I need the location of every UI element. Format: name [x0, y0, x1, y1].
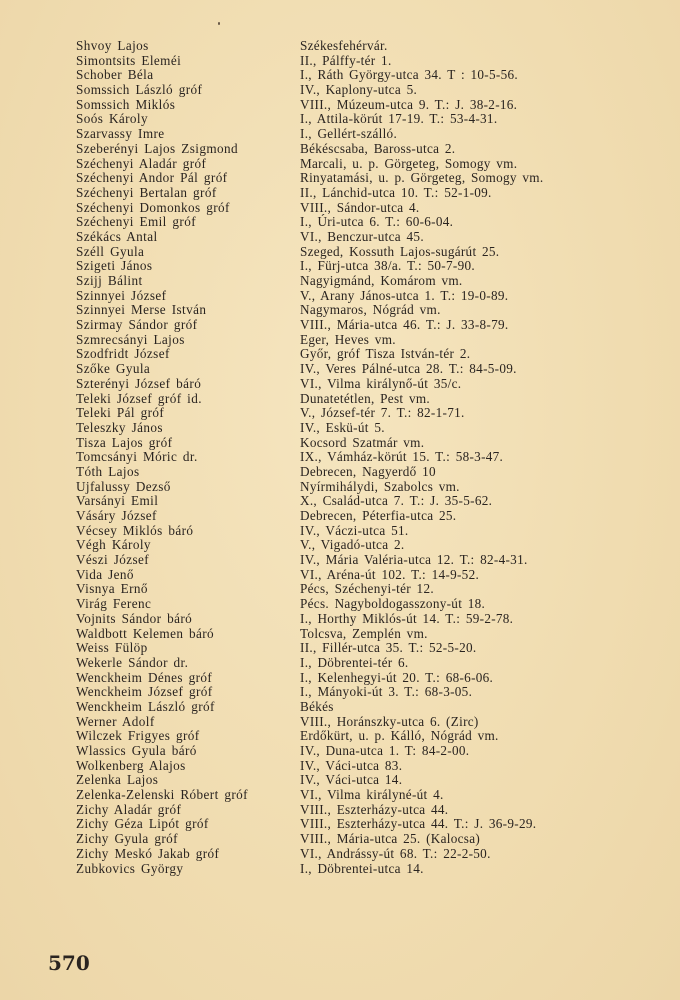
directory-entry	[0, 553, 680, 568]
entry-name: Vészi József	[76, 552, 150, 568]
directory-entry	[0, 480, 680, 495]
directory-entry	[0, 568, 680, 583]
entry-name: Wlassics Gyula báró	[76, 743, 197, 758]
entry-address: II., Fillér-utca 35. T.: 52-5-20.	[300, 640, 477, 656]
entry-name: Werner Adolf	[76, 713, 155, 729]
directory-entry	[0, 333, 680, 348]
entry-address: VI., Vilma királynő-út 35/c.	[300, 375, 462, 391]
entry-name: Széchenyi Emil gróf	[76, 214, 196, 230]
entry-address: Békés	[300, 698, 334, 714]
directory-entry	[0, 406, 680, 421]
directory-entry	[0, 641, 680, 656]
entry-name: Szirmay Sándor gróf	[76, 317, 198, 333]
directory-entry	[0, 582, 680, 597]
entry-name: Wolkenberg Alajos	[76, 757, 186, 773]
directory-entry	[0, 450, 680, 465]
entry-address: Szeged, Kossuth Lajos-sugárút 25.	[300, 243, 500, 259]
entry-address: Kocsord Szatmár vm.	[300, 434, 425, 450]
directory-entry	[0, 157, 680, 172]
directory-entry	[0, 465, 680, 480]
directory-entry	[0, 112, 680, 127]
directory-entry	[0, 759, 680, 774]
page-number: 570	[48, 951, 90, 975]
entry-name: Szeberényi Lajos Zsigmond	[76, 140, 238, 156]
entry-address: Nagyigmánd, Komárom vm.	[300, 273, 463, 288]
directory-entry	[0, 142, 680, 157]
entry-name: Varsányi Emil	[76, 493, 159, 509]
entry-address: Békéscsaba, Baross-utca 2.	[300, 140, 456, 156]
directory-entry	[0, 847, 680, 862]
entry-address: VIII., Eszterházy-utca 44. T.: J. 36-9-29.	[300, 816, 537, 832]
entry-address: X., Család-utca 7. T.: J. 35-5-62.	[300, 493, 493, 509]
entry-name: Vécsey Miklós báró	[76, 522, 194, 538]
entry-name: Szodfridt József	[76, 346, 170, 362]
entry-name: Teleki Pál gróf	[76, 405, 165, 421]
entry-name: Wenckheim László gróf	[76, 698, 215, 714]
directory-entry	[0, 729, 680, 744]
directory-entry	[0, 68, 680, 83]
entry-name: Wekerle Sándor dr.	[76, 654, 189, 670]
entry-address: V., József-tér 7. T.: 82-1-71.	[300, 405, 465, 421]
directory-entry	[0, 773, 680, 788]
entry-address: I., Gellért-szálló.	[300, 126, 398, 142]
entry-address: IV., Váci-utca 83.	[300, 757, 403, 773]
entry-name: Szinnyei József	[76, 287, 167, 303]
entry-name: Vojnits Sándor báró	[76, 610, 193, 626]
entry-name: Teleszky János	[76, 419, 163, 435]
entry-name: Széll Gyula	[76, 243, 145, 259]
entry-address: VIII., Eszterházy-utca 44.	[300, 801, 449, 817]
entry-address: V., Vigadó-utca 2.	[300, 537, 405, 553]
directory-entry	[0, 612, 680, 627]
directory-entry	[0, 83, 680, 98]
entry-name: Szigeti János	[76, 258, 153, 274]
directory-entry	[0, 362, 680, 377]
entry-address: Pécs. Nagyboldogasszony-út 18.	[300, 596, 486, 612]
directory-entry	[0, 201, 680, 216]
entry-name: Széchenyi Domonkos gróf	[76, 199, 230, 215]
entry-name: Székács Antal	[76, 228, 158, 244]
entry-address: Eger, Heves vm.	[300, 331, 396, 347]
entry-name: Szijj Bálint	[76, 273, 143, 288]
entry-name: Somssich László gróf	[76, 82, 203, 98]
directory-entry	[0, 817, 680, 832]
directory-entry	[0, 127, 680, 142]
entry-name: Zubkovics György	[76, 860, 184, 876]
entry-name: Zichy Meskó Jakab gróf	[76, 845, 220, 861]
directory-entry	[0, 597, 680, 612]
entry-address: IV., Mária Valéria-utca 12. T.: 82-4-31.	[300, 552, 528, 568]
directory-entry	[0, 685, 680, 700]
entry-name: Szőke Gyula	[76, 361, 151, 377]
entry-address: Székesfehérvár.	[300, 38, 388, 53]
entry-name: Zichy Géza Lipót gróf	[76, 816, 209, 832]
entry-name: Wenckheim Dénes gróf	[76, 669, 213, 685]
entry-address: Nagymaros, Nógrád vm.	[300, 302, 441, 318]
directory-entry	[0, 245, 680, 260]
entry-name: Szarvassy Imre	[76, 126, 165, 142]
entry-name: Széchenyi Andor Pál gróf	[76, 170, 228, 186]
entry-name: Széchenyi Aladár gróf	[76, 155, 207, 171]
directory-entry	[0, 186, 680, 201]
entry-address: Erdőkürt, u. p. Kálló, Nógrád vm.	[300, 728, 499, 744]
entry-name: Tisza Lajos gróf	[76, 434, 173, 450]
entry-address: I., Ráth György-utca 34. T : 10-5-56.	[300, 67, 518, 83]
entry-address: Tolcsva, Zemplén vm.	[300, 625, 428, 641]
entry-address: I., Fürj-utca 38/a. T.: 50-7-90.	[300, 258, 475, 274]
directory-entry	[0, 832, 680, 847]
directory-entry	[0, 788, 680, 803]
entry-name: Schober Béla	[76, 67, 154, 83]
entry-name: Simontsits Eleméi	[76, 52, 182, 68]
directory-entry	[0, 421, 680, 436]
entry-address: VI., Benczur-utca 45.	[300, 228, 424, 244]
entry-address: II., Lánchid-utca 10. T.: 52-1-09.	[300, 184, 492, 200]
entry-name: Zichy Gyula gróf	[76, 831, 178, 847]
entry-name: Vásáry József	[76, 508, 157, 523]
entry-name: Soós Károly	[76, 111, 148, 127]
entry-name: Ujfalussy Dezső	[76, 478, 171, 494]
directory-entry	[0, 274, 680, 289]
directory-entry	[0, 347, 680, 362]
entry-address: IV., Váczi-utca 51.	[300, 522, 409, 538]
directory-entry	[0, 215, 680, 230]
entry-name: Zelenka-Zelenski Róbert gróf	[76, 787, 248, 803]
directory-entry	[0, 715, 680, 730]
entry-name: Somssich Miklós	[76, 96, 176, 112]
entry-name: Zichy Aladár gróf	[76, 801, 182, 817]
entry-address: Pécs, Széchenyi-tér 12.	[300, 581, 434, 597]
entry-address: VIII., Múzeum-utca 9. T.: J. 38-2-16.	[300, 96, 518, 112]
directory-entry	[0, 377, 680, 392]
directory-entry	[0, 436, 680, 451]
directory-entry	[0, 803, 680, 818]
print-speck	[218, 22, 220, 25]
entry-address: IV., Kaplony-utca 5.	[300, 82, 418, 98]
directory-entry	[0, 54, 680, 69]
entry-name: Zelenka Lajos	[76, 772, 159, 788]
entry-address: Dunatetétlen, Pest vm.	[300, 390, 430, 406]
entry-address: IV., Váci-utca 14.	[300, 772, 403, 788]
entry-name: Teleki József gróf id.	[76, 390, 202, 406]
entry-address: I., Úri-utca 6. T.: 60-6-04.	[300, 214, 454, 230]
entry-name: Tomcsányi Móric dr.	[76, 449, 198, 465]
directory-entry	[0, 671, 680, 686]
entry-address: IV., Eskü-út 5.	[300, 419, 385, 435]
entry-name: Virág Ferenc	[76, 596, 152, 612]
entry-address: VI., Aréna-út 102. T.: 14-9-52.	[300, 566, 480, 582]
directory-entry	[0, 862, 680, 877]
entry-address: V., Arany János-utca 1. T.: 19-0-89.	[300, 287, 509, 303]
directory-entry	[0, 303, 680, 318]
directory-entry	[0, 627, 680, 642]
entry-address: Marcali, u. p. Görgeteg, Somogy vm.	[300, 155, 518, 171]
directory-entry	[0, 656, 680, 671]
entry-name: Shvoy Lajos	[76, 38, 149, 53]
directory-entry	[0, 39, 680, 54]
entry-address: VIII., Sándor-utca 4.	[300, 199, 420, 215]
entry-address: VI., Vilma királyné-út 4.	[300, 787, 444, 803]
entry-address: VIII., Mária-utca 25. (Kalocsa)	[300, 831, 481, 847]
directory-entry	[0, 494, 680, 509]
entry-address: Debrecen, Nagyerdő 10	[300, 463, 436, 479]
directory-entry	[0, 230, 680, 245]
entry-address: Rinyatamási, u. p. Görgeteg, Somogy vm.	[300, 170, 544, 186]
entry-address: Debrecen, Péterfia-utca 25.	[300, 508, 457, 523]
entry-address: II., Pálffy-tér 1.	[300, 52, 392, 68]
directory-list	[0, 39, 680, 876]
entry-address: Nyírmihálydi, Szabolcs vm.	[300, 478, 460, 494]
entry-name: Széchenyi Bertalan gróf	[76, 184, 217, 200]
entry-address: I., Horthy Miklós-út 14. T.: 59-2-78.	[300, 610, 514, 626]
directory-entry	[0, 524, 680, 539]
entry-name: Wilczek Frigyes gróf	[76, 728, 200, 744]
entry-address: I., Döbrentei-utca 14.	[300, 860, 424, 876]
entry-name: Szinnyei Merse István	[76, 302, 207, 318]
directory-entry	[0, 392, 680, 407]
directory-entry	[0, 744, 680, 759]
entry-address: VIII., Horánszky-utca 6. (Zirc)	[300, 713, 479, 729]
entry-address: VI., Andrássy-út 68. T.: 22-2-50.	[300, 845, 491, 861]
directory-entry	[0, 509, 680, 524]
directory-entry	[0, 700, 680, 715]
directory-entry	[0, 289, 680, 304]
entry-address: I., Mányoki-út 3. T.: 68-3-05.	[300, 684, 473, 700]
entry-name: Szmrecsányi Lajos	[76, 331, 185, 347]
directory-entry	[0, 98, 680, 113]
entry-address: I., Kelenhegyi-út 20. T.: 68-6-06.	[300, 669, 494, 685]
entry-name: Végh Károly	[76, 537, 151, 553]
directory-entry	[0, 318, 680, 333]
entry-address: VIII., Mária-utca 46. T.: J. 33-8-79.	[300, 317, 509, 333]
directory-entry	[0, 171, 680, 186]
entry-name: Waldbott Kelemen báró	[76, 625, 215, 641]
entry-address: IX., Vámház-körút 15. T.: 58-3-47.	[300, 449, 504, 465]
directory-entry	[0, 538, 680, 553]
entry-name: Tóth Lajos	[76, 463, 140, 479]
entry-address: IV., Veres Pálné-utca 28. T.: 84-5-09.	[300, 361, 517, 377]
entry-name: Szterényi József báró	[76, 375, 202, 391]
entry-name: Visnya Ernő	[76, 581, 148, 597]
entry-address: I., Döbrentei-tér 6.	[300, 654, 409, 670]
entry-name: Weiss Fülöp	[76, 640, 148, 656]
entry-name: Vida Jenő	[76, 566, 134, 582]
entry-name: Wenckheim József gróf	[76, 684, 213, 700]
entry-address: I., Attila-körút 17-19. T.: 53-4-31.	[300, 111, 498, 127]
directory-entry	[0, 259, 680, 274]
entry-address: Győr, gróf Tisza István-tér 2.	[300, 346, 471, 362]
entry-address: IV., Duna-utca 1. T: 84-2-00.	[300, 743, 470, 758]
